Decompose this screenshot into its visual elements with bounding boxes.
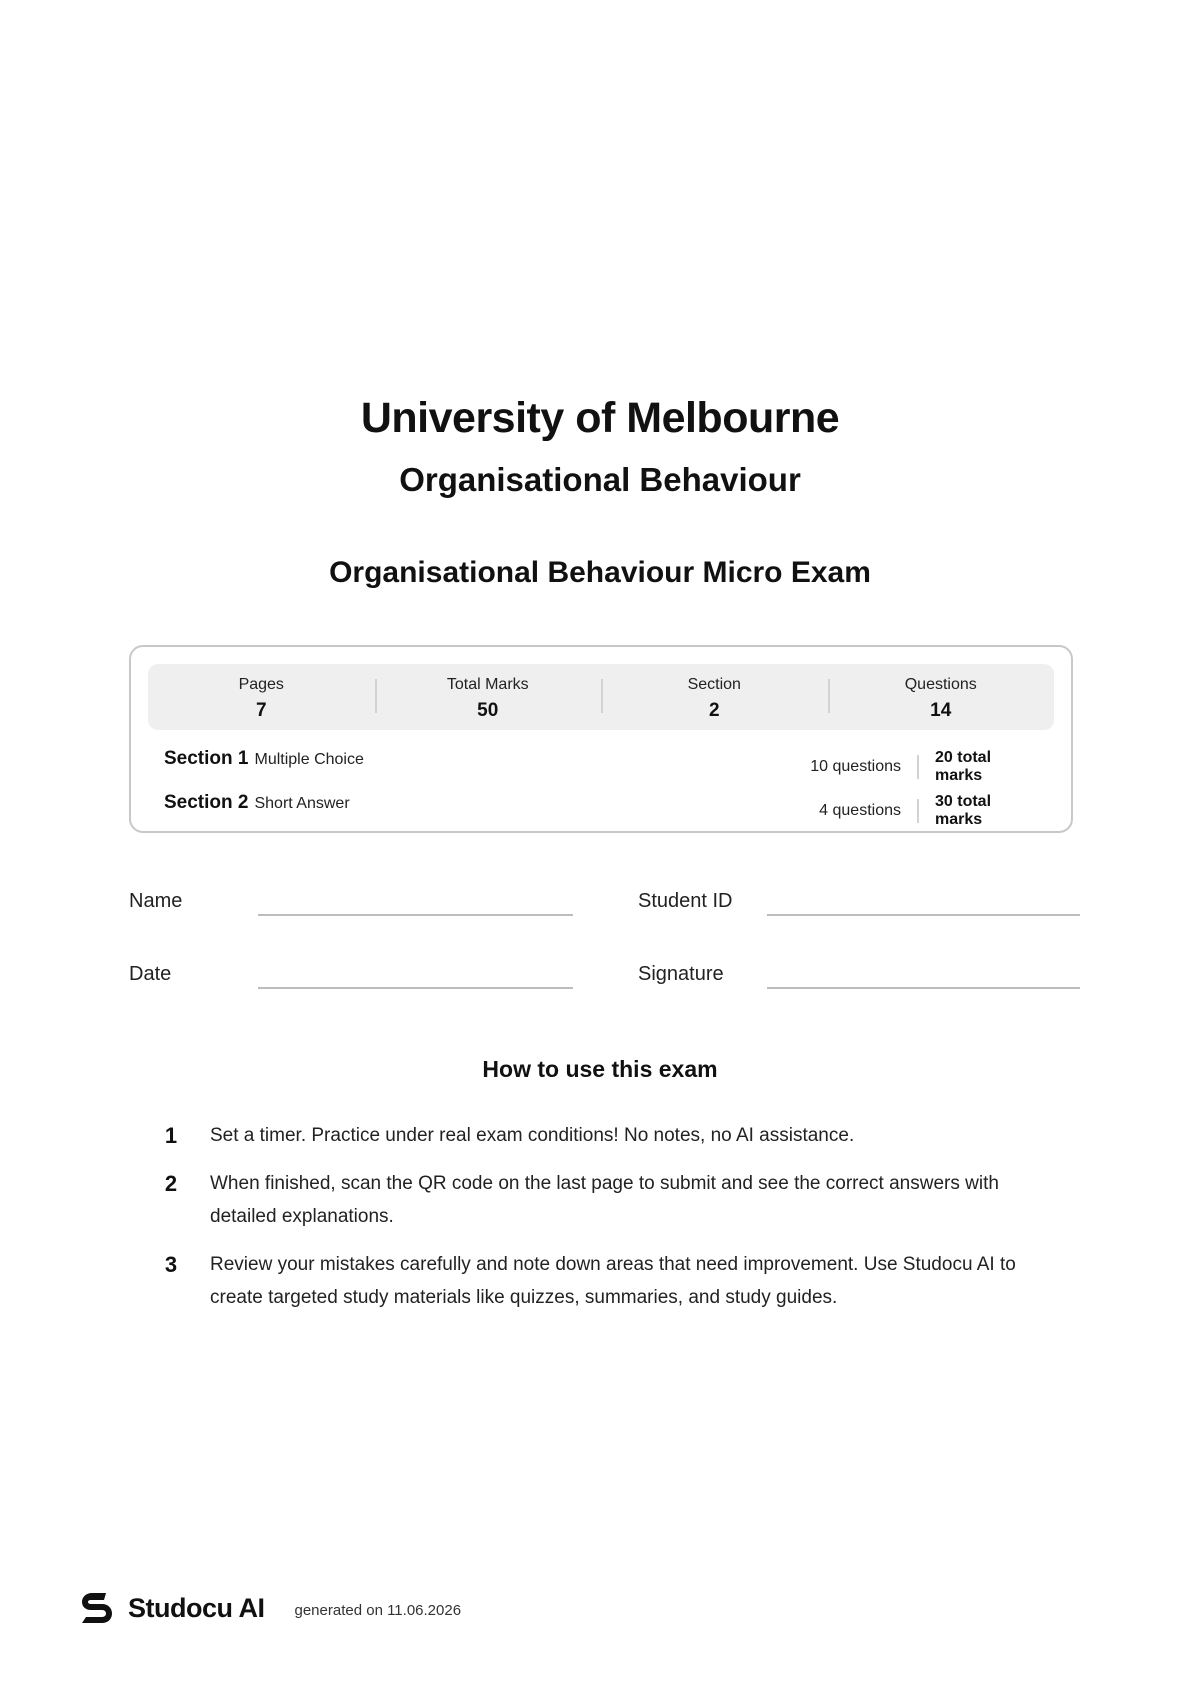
stat-label: Section <box>687 676 741 693</box>
signature-field[interactable] <box>767 987 1080 989</box>
exam-summary-box <box>129 645 1073 833</box>
stat-questions <box>828 664 1055 730</box>
step-number: 1 <box>164 1123 178 1148</box>
section-meta <box>791 793 1040 829</box>
stat-label: Pages <box>238 676 284 693</box>
stat-value: 14 <box>930 700 952 721</box>
step-number: 3 <box>164 1252 178 1277</box>
stat-label: Questions <box>904 676 977 693</box>
stat-total-marks <box>375 664 602 730</box>
stats-band <box>148 664 1054 730</box>
step-number: 2 <box>164 1171 178 1196</box>
section-meta <box>791 749 1040 785</box>
section-type: Multiple Choice <box>254 751 364 768</box>
signature-label: Signature <box>638 963 724 985</box>
exam-title: Organisational Behaviour Micro Exam <box>329 556 871 589</box>
section-marks: 20 total marks <box>935 749 992 784</box>
section-questions: 4 questions <box>819 802 901 819</box>
stat-value: 7 <box>255 700 267 721</box>
name-field[interactable] <box>258 914 573 916</box>
stat-section <box>601 664 828 730</box>
date-label: Date <box>129 963 172 985</box>
step-text: When finished, scan the QR code on the last page to submit and see the correct answers with detailed explanations. <box>210 1173 999 1227</box>
brand-name: Studocu AI <box>128 1592 265 1623</box>
step-text: Review your mistakes carefully and note down areas that need improvement. Use Studocu AI to create targeted study materials like quizzes, summaries, and study guides. <box>210 1254 1016 1308</box>
stat-label: Total Marks <box>446 676 529 693</box>
generated-date: generated on 11.06.2026 <box>294 1601 462 1619</box>
howto-title: How to use this exam <box>482 1056 718 1082</box>
stat-pages <box>148 664 375 730</box>
section-name: Section 1 <box>164 748 249 769</box>
section-type: Short Answer <box>254 795 350 812</box>
section-questions: 10 questions <box>810 758 901 775</box>
student-id-field[interactable] <box>767 914 1080 916</box>
footer <box>80 1588 461 1628</box>
student-id-label: Student ID <box>638 890 733 912</box>
section-name: Section 2 <box>164 792 249 813</box>
studocu-logo-icon <box>80 1590 114 1626</box>
date-field[interactable] <box>258 987 573 989</box>
stat-value: 2 <box>708 700 720 721</box>
step-text: Set a timer. Practice under real exam conditions! No notes, no AI assistance. <box>210 1125 855 1146</box>
section-marks: 30 total marks <box>935 793 992 828</box>
section-row-2 <box>164 792 1040 828</box>
course-title: Organisational Behaviour <box>399 461 801 498</box>
university-title: University of Melbourne <box>360 394 840 442</box>
section-row-1 <box>164 748 1040 784</box>
stat-value: 50 <box>477 700 499 721</box>
name-label: Name <box>129 890 183 912</box>
